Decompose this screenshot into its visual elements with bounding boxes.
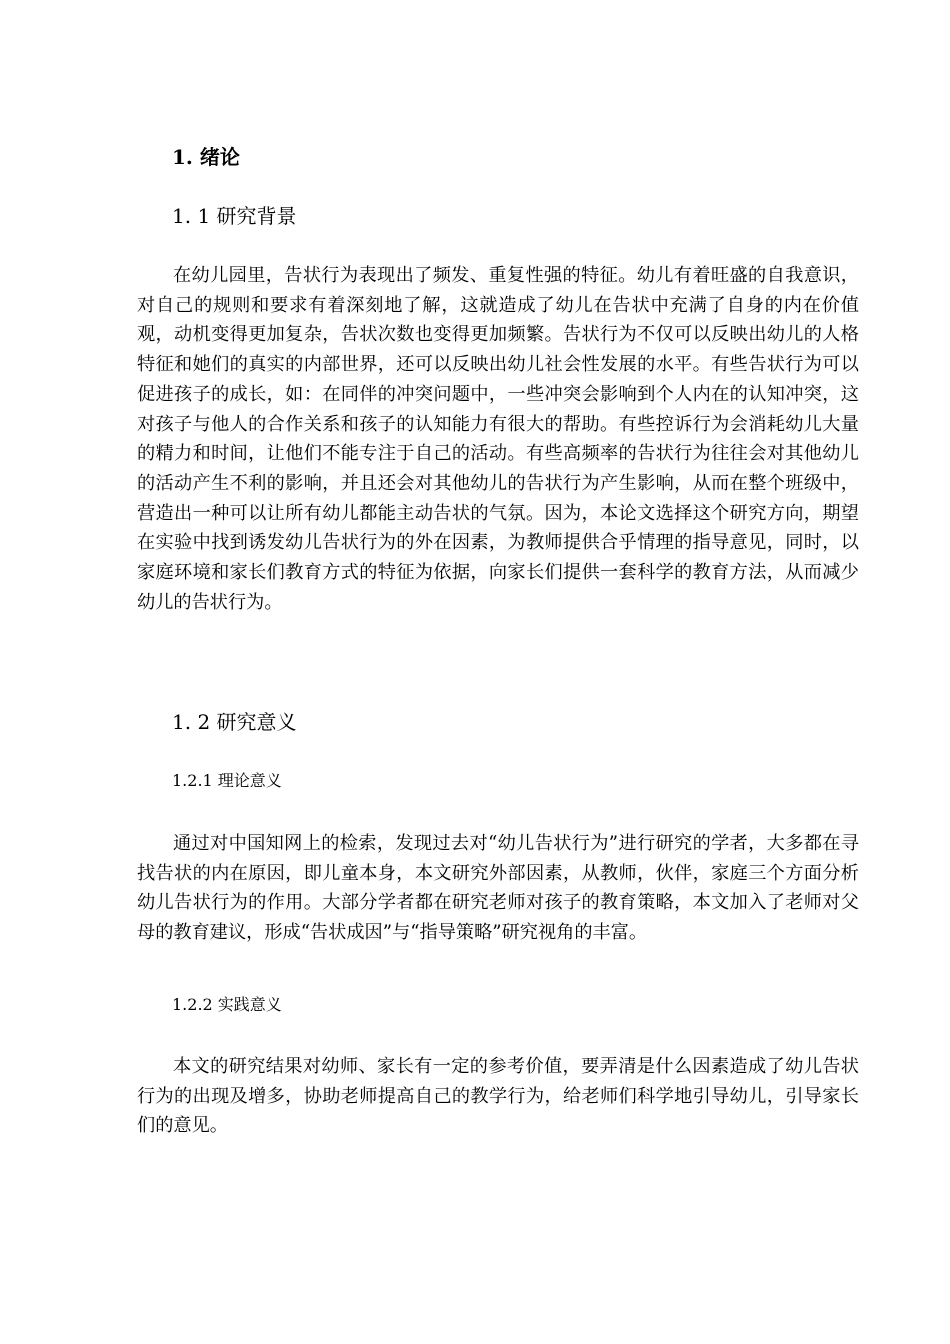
paragraph-theoretical: 通过对中国知网上的检索，发现过去对“幼儿告状行为”进行研究的学者，大多都在寻找告状的内在原因，即儿童本身，本文研究外部因素，从教师，伙伴，家庭三个方面分析幼儿告状行为的作用。大部分学者都在研究老师对孩子的教育策略，本文加入了老师对父母的教育建议，形成“告状成因”与“指导策略”研究视角的丰富。 — [137, 833, 859, 944]
paragraph-practical: 本文的研究结果对幼师、家长有一定的参考价值，要弄清是什么因素造成了幼儿告状行为的出现及增多，协助老师提高自己的教学行为，给老师们科学地引导幼儿，引导家长们的意见。 — [137, 1056, 859, 1137]
paragraph-background: 在幼儿园里，告状行为表现出了频发、重复性强的特征。幼儿有着旺盛的自我意识，对自己的规则和要求有着深刻地了解，这就造成了幼儿在告状中充满了自身的内在价值观，动机变得更加复杂，告状次数也变得更加频繁。告状行为不仅可以反映出幼儿的人格特征和她们的真实的内部世界，还可以反映出幼儿社会性发展的水平。有些告状行为可以促进孩子的成长，如：在同伴的冲突问题中，一些冲突会影响到个人内在的认知冲突，这对孩子与他人的合作关系和孩子的认知能力有很大的帮助。有些控诉行为会消耗幼儿大量的精力和时间，让他们不能专注于自己的活动。有些高频率的告状行为往往会对其他幼儿的活动产生不利的影响，并且还会对其他幼儿的告状行为产生影响，从而在整个班级中，营造出一种可以让所有幼儿都能主动告状的气氛。因为，本论文选择这个研究方向，期望在实验中找到诱发幼儿告状行为的外在因素，为教师提供合乎情理的指导意见，同时，以家庭环境和家长们教育方式的特征为依据，向家长们提供一套科学的教育方法，从而减少幼儿的告状行为。 — [137, 265, 859, 613]
chapter-title: 1. 绪论 — [172, 145, 240, 169]
subsection-heading-theoretical: 1.2.1 理论意义 — [172, 771, 282, 790]
section-heading-significance: 1. 2 研究意义 — [172, 710, 297, 734]
section-heading-background: 1. 1 研究背景 — [172, 204, 297, 228]
subsection-heading-practical: 1.2.2 实践意义 — [172, 995, 282, 1014]
